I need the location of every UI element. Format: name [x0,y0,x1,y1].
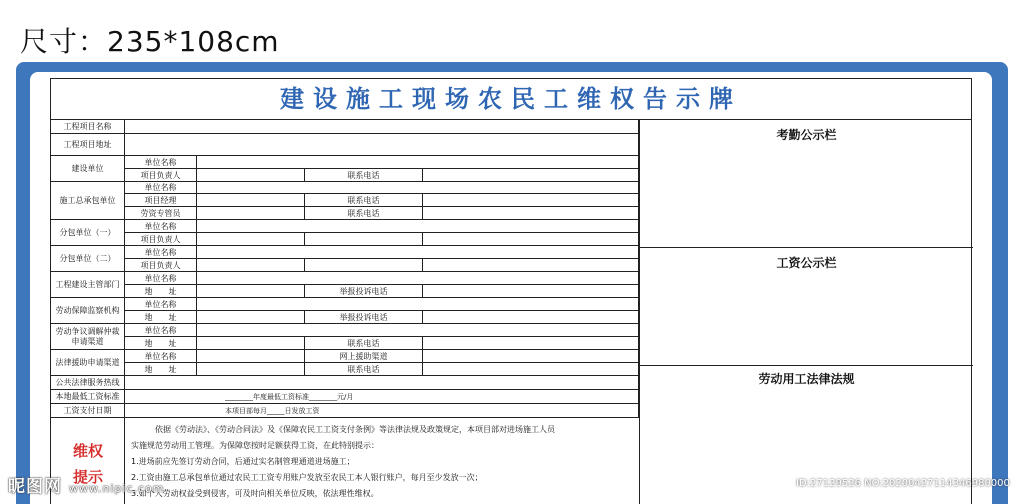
watermark-left-url: www.nipic.com [68,482,165,495]
field-supervision-name[interactable] [197,298,639,311]
label-unit-name: 单位名称 [125,182,197,194]
label-contact-phone: 联系电话 [305,169,423,182]
watermark-left [8,472,165,497]
label-unit-name: 单位名称 [125,220,197,233]
label-unit-name: 单位名称 [125,246,197,259]
label-project-lead: 项目负责人 [125,233,197,246]
label-project-manager: 项目经理 [125,194,197,207]
field-project-address[interactable] [125,134,639,156]
attendance-panel [640,120,973,248]
field-arbitration-phone[interactable] [423,337,639,350]
label-unit-name: 单位名称 [125,350,197,363]
label-pay-date: 工资支付日期 [51,404,125,418]
field-authority-phone[interactable] [423,285,639,298]
pay-date-note: 本项目部每月_____日发放工资 [125,404,639,418]
rights-notice [131,422,635,502]
label-sub1: 分包单位（一） [51,220,125,246]
label-authority: 工程建设主管部门 [51,272,125,298]
size-label: 尺寸：235*108cm [20,25,280,58]
field-contractor-manager[interactable] [197,194,305,207]
field-legal-aid-name[interactable] [197,350,305,363]
board-title: 建设施工现场农民工维权告示牌 [51,79,971,120]
field-sub2-blank2[interactable] [423,259,639,272]
label-project-name: 工程项目名称 [51,120,125,134]
law-heading: 劳动用工法律法规 [758,372,855,386]
label-project-address: 工程项目地址 [51,134,125,156]
label-address: 地 址 [125,311,197,324]
rights-item-1: 1.进场前应先签订劳动合同，后通过实名制管理通道进场施工； [131,457,355,466]
watermark-left-brand: 昵图网 [8,477,62,497]
label-legal-aid: 法律援助申请渠道 [51,350,125,376]
rights-label-line1: 维权 [72,442,103,460]
rights-intro2: 实施规范劳动用工管理。为保障您按时足额获得工资，在此特别提示： [131,441,379,450]
field-arbitration-name[interactable] [197,324,639,337]
label-unit-name: 单位名称 [125,298,197,311]
field-sub1-blank2[interactable] [423,233,639,246]
field-labor-officer-phone[interactable] [423,207,639,220]
field-authority-name[interactable] [197,272,639,285]
field-contractor-manager-phone[interactable] [423,194,639,207]
label-address: 地 址 [125,285,197,298]
label-unit-name: 单位名称 [125,324,197,337]
rights-item-3: 3.如个人劳动权益受到侵害，可及时向相关单位反映，依法理性维权。 [131,489,379,498]
rights-item-2: 2.工资由施工总承包单位通过农民工工资专用账户发放至农民工本人银行账户，每月至少发放一次； [131,473,483,482]
label-contact-phone: 联系电话 [305,337,423,350]
label-labor-supervision: 劳动保障监察机构 [51,298,125,324]
label-address: 地 址 [125,363,197,376]
field-sub1-lead[interactable] [197,233,305,246]
field-supervision-address[interactable] [197,311,305,324]
label-hotline: 公共法律服务热线 [51,376,125,390]
field-construction-lead[interactable] [197,169,305,182]
label-labor-officer: 劳资专管员 [125,207,197,220]
label-complaint-phone: 举报投诉电话 [305,285,423,298]
label-complaint-phone: 举报投诉电话 [305,311,423,324]
field-labor-officer[interactable] [197,207,305,220]
field-sub2-lead[interactable] [197,259,305,272]
label-project-lead: 项目负责人 [125,259,197,272]
field-arbitration-address[interactable] [197,337,305,350]
watermark-right: ID:27129526 NO:20200427114346980000 [796,478,1010,489]
min-wage-note: ________年度最低工资标准________元/月 [125,390,639,404]
field-sub2-name[interactable] [197,246,639,259]
field-supervision-phone[interactable] [423,311,639,324]
field-authority-address[interactable] [197,285,305,298]
attendance-heading: 考勤公示栏 [776,128,837,142]
label-contact-phone: 联系电话 [305,207,423,220]
label-project-lead: 项目负责人 [125,169,197,182]
label-min-wage: 本地最低工资标准 [51,390,125,404]
field-construction-unit-name[interactable] [197,156,639,169]
right-panels [639,120,973,504]
wage-panel [640,248,973,366]
label-unit-name: 单位名称 [125,156,197,169]
field-hotline[interactable] [125,376,639,390]
field-construction-phone[interactable] [423,169,639,182]
field-contractor-name[interactable] [197,182,639,194]
rights-label-line2: 提示 [72,468,103,486]
field-sub1-name[interactable] [197,220,639,233]
label-unit-name: 单位名称 [125,272,197,285]
label-contact-phone: 联系电话 [305,194,423,207]
field-sub1-blank[interactable] [305,233,423,246]
field-legal-aid-address[interactable] [197,363,305,376]
label-construction-unit: 建设单位 [51,156,125,182]
label-online-aid: 网上援助渠道 [305,350,423,363]
notice-board [50,78,972,504]
label-general-contractor: 施工总承包单位 [51,182,125,220]
field-project-name[interactable] [125,120,639,134]
wage-heading: 工资公示栏 [776,256,837,270]
info-form [51,120,639,504]
field-legal-aid-phone[interactable] [423,363,639,376]
field-online-aid[interactable] [423,350,639,363]
field-sub2-blank[interactable] [305,259,423,272]
label-sub2: 分包单位（二） [51,246,125,272]
label-address: 地 址 [125,337,197,350]
label-contact-phone: 联系电话 [305,363,423,376]
rights-intro: 依据《劳动法》、《劳动合同法》及《保障农民工工资支付条例》等法律法规及政策规定，本项目部对进场施工人员 [155,425,555,434]
label-arbitration: 劳动争议调解仲裁申请渠道 [51,324,125,350]
